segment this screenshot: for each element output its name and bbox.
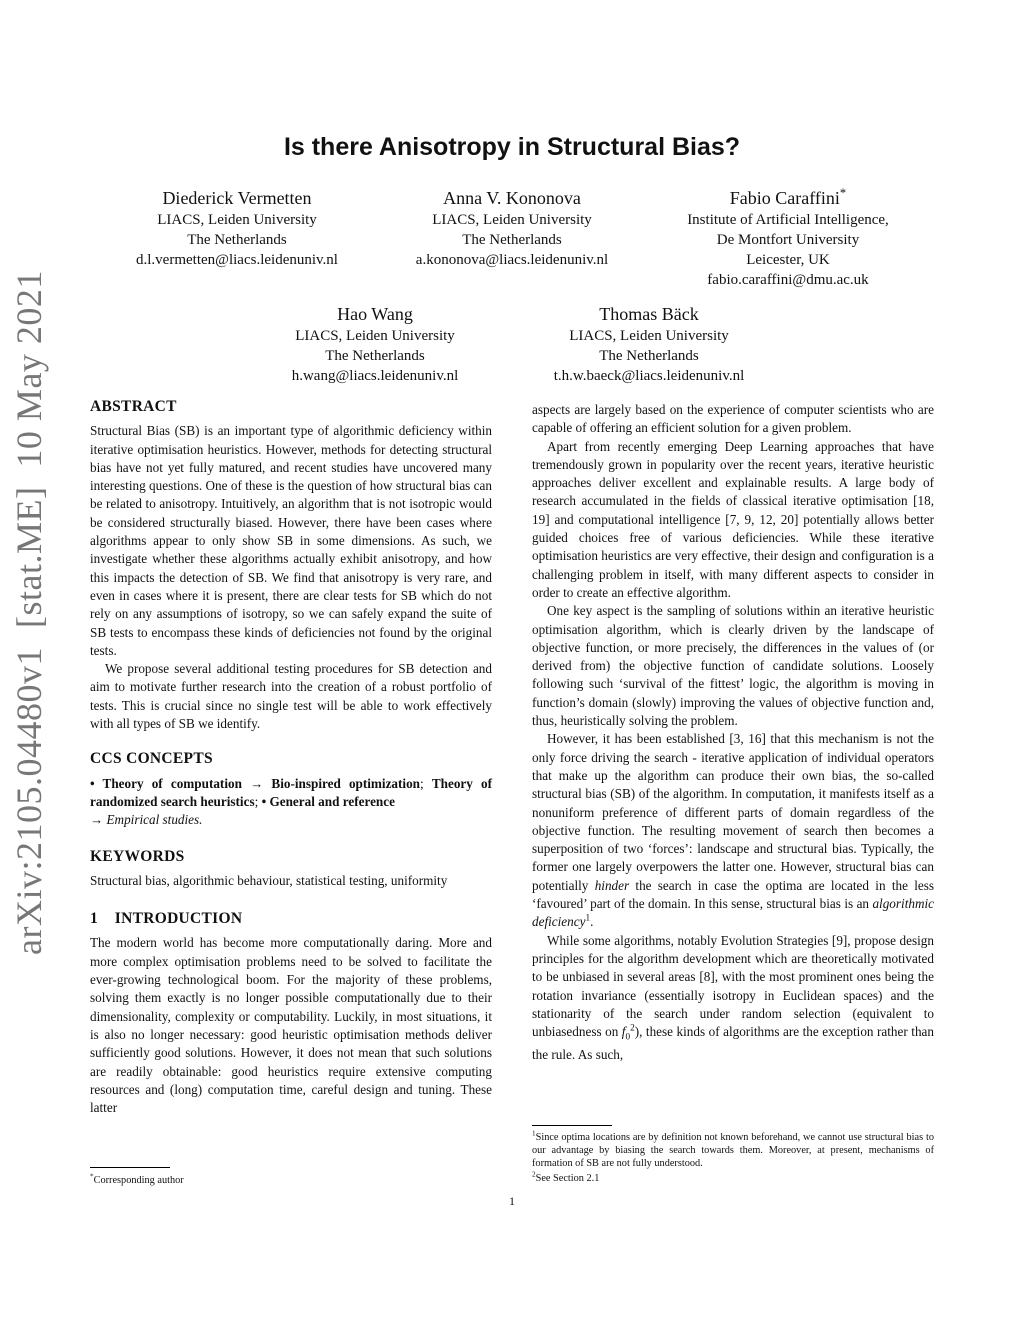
footnote-corresponding: *Corresponding author [90, 1172, 184, 1186]
author-name: Thomas Bäck [599, 304, 699, 324]
footnote-1: $^1$Since optima locations are by definition not known beforehand, we cannot use structural bias to our advantage by biasing the search towards them. Moreover, at present, mechanisms of formation of SB are not fully understood. [532, 1129, 934, 1169]
footnote-ref[interactable]: 1 [585, 912, 591, 923]
page-number: 1 [509, 1194, 515, 1208]
author-country: Leicester, UK [746, 252, 830, 268]
author-block [657, 186, 919, 290]
corresponding-mark: * [839, 186, 847, 200]
author-email[interactable]: h.wang@liacs.leidenuniv.nl [291, 368, 459, 384]
paper-title: Is there Anisotropy in Structural Bias? [283, 133, 741, 161]
author-affiliation: LIACS, Leiden University [569, 328, 729, 344]
author-email[interactable]: a.kononova@liacs.leidenuniv.nl [415, 252, 609, 268]
left-column [90, 398, 492, 1117]
body-paragraph: The modern world has become more computationally daring. More and more complex optimisation problems need to be solved to facilitate the ever-growing technological boom. For the majority of these problems, solving them exactly is no longer possible computationally due to their dimensionality, complexity or computability. Luckily, in most situations, it is also no longer necessary: good heuristic optimisation methods deliver sufficiently good solutions. However, it does not mean that such solutions are readily obtainable: good heuristics require extensive computing resources and (long) computation time, careful design and tuning. These latter [90, 935, 492, 1116]
author-name: Diederick Vermetten [162, 188, 312, 208]
author-name: Anna V. Kononova [443, 188, 581, 208]
author-country: The Netherlands [462, 232, 562, 248]
author-email[interactable]: fabio.caraffini@dmu.ac.uk [707, 272, 869, 288]
abstract-paragraph: We propose several additional testing procedures for SB detection and aim to motivate further research into the creation of a robust portfolio of tests. This is crucial since no single test will be able to work effectively with all types of SB we identify. [90, 661, 492, 732]
body-paragraph: One key aspect is the sampling of solutions within an iterative heuristic optimisation algorithm, which is clearly driven by the landscape of objective function, or more precisely, the differences in the values of (or derived from) the objective function of candidate solutions. Loosely following such ‘survival of the fittest’ logic, the algorithm is moving in function’s domain (slowly) improving the values of objective function and, thus, heuristically solving the problem. [532, 603, 934, 729]
author-country: The Netherlands [599, 348, 699, 364]
footnote-ref[interactable]: 2 [630, 1022, 635, 1033]
footnote-rule [90, 1167, 170, 1168]
author-name: Fabio Caraffini* [729, 186, 847, 208]
author-country: The Netherlands [187, 232, 287, 248]
author-block [519, 302, 779, 386]
section-heading: 1 INTRODUCTION [90, 910, 243, 928]
footnote-rule [532, 1125, 612, 1126]
body-paragraph: Apart from recently emerging Deep Learning approaches that have tremendously grown in popularity over the recent years, iterative heuristic approaches deliver excellent and explainable results. A large body of research accumulated in the fields of classical iterative optimisation [18, 19] and computational intelligence [7, 9, 12, 20] potentially allows better guided choices free of various deficiencies. While these iterative optimisation heuristics are very effective, their design and configuration is a challenging problem in itself, with many different aspects to consider in order to create an effective algorithm. [532, 438, 934, 600]
author-block [382, 186, 642, 270]
author-affiliation: Institute of Artificial Intelligence, [687, 212, 889, 228]
author-block [245, 302, 505, 386]
keywords-text: Structural bias, algorithmic behaviour, statistical testing, uniformity [90, 872, 448, 888]
author-affiliation: De Montfort University [716, 232, 860, 248]
author-affiliation: LIACS, Leiden University [432, 212, 592, 228]
author-email[interactable]: t.h.w.baeck@liacs.leidenuniv.nl [553, 368, 745, 384]
right-column [532, 401, 934, 1064]
author-email[interactable]: d.l.vermetten@liacs.leidenuniv.nl [136, 252, 338, 268]
author-country: The Netherlands [325, 348, 425, 364]
abstract-heading: ABSTRACT [90, 398, 177, 415]
body-paragraph: aspects are largely based on the experience of computer scientists who are capable of offering an efficient solution for a given problem. [532, 402, 934, 436]
body-paragraph: While some algorithms, notably Evolution Strategies [9], propose design principles for the algorithm development which are theoretically motivated to be unbiased in several areas [8], with the most prominent ones being the rotation invariance (essentially isotropy in Euclidean spaces) and the stationarity of the search under random selection (equivalent to unbiasedness on $f_0^2$), these kinds of algorithms are the exception rather than the rule. As such, [532, 932, 934, 1063]
body-paragraph: However, it has been established [3, 16] that this mechanism is not the only force driving the search - iterative application of individual operators that make up the algorithm can produce their own bias, the so-called structural bias (SB) of the algorithm. In computation, it manifests itself as a nonuniform preference of different parts of domain regardless of the objective function. The resulting movement of search then becomes a superposition of two ‘forces’: landscape and structural bias. Typically, the former one largely overpowers the latter one. However, structural bias can potentially hinder the search in case the optima are located in the less ‘favoured’ part of the domain. In this sense, structural bias is an algorithmic deficiency$^1$. [532, 731, 934, 930]
footnote-2: $^2$See Section 2.1 [532, 1170, 600, 1184]
author-affiliation: LIACS, Leiden University [157, 212, 317, 228]
keywords-heading: KEYWORDS [90, 847, 185, 865]
ccs-concepts: • Theory of computation → Bio-inspired optimization; Theory of randomized search heuristics; • General and reference → Empirical studies. [90, 775, 493, 828]
author-affiliation: LIACS, Leiden University [295, 328, 455, 344]
abstract-paragraph: Structural Bias (SB) is an important type of algorithmic deficiency within iterative optimisation heuristics. However, methods for detecting structural bias have not yet fully matured, and recent studies have uncovered many interesting questions. One of these is the question of how structural bias can be related to anisotropy. Intuitively, an algorithm that is not isotropic would be considered structurally biased. However, there have been cases where algorithms appear to only show SB in some dimensions. As such, we investigate whether these algorithms actually exhibit anisotropy, and how this impacts the detection of SB. We find that anisotropy is very rare, and even in cases where it is present, there are clear tests for SB which do not rely on any assumptions of isotropy, so we can safely expand the suite of SB tests to encompass these kinds of deficiencies not found by the original tests. [90, 423, 492, 658]
ccs-heading: CCS CONCEPTS [90, 750, 213, 768]
author-block [107, 186, 367, 270]
arxiv-identifier: arXiv:2105.04480v1 [stat.ME] 10 May 2021 [9, 270, 49, 955]
author-name: Hao Wang [337, 304, 413, 324]
